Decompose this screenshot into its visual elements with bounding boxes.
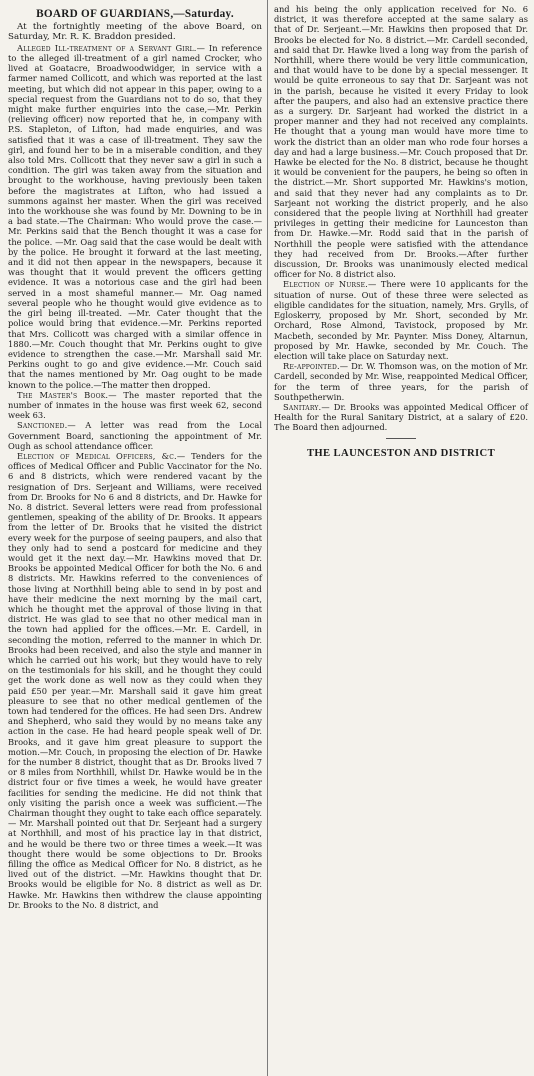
masters-book-text: The master reported that the number of inmates in the house was first week 62, second week 63. bbox=[8, 389, 262, 421]
medical-election-heading: Election of Medical Officers, &c.— bbox=[17, 450, 186, 461]
sanctioned-paragraph bbox=[8, 420, 262, 451]
column-divider bbox=[267, 0, 268, 1076]
left-column bbox=[8, 4, 262, 1076]
section-rule bbox=[386, 438, 416, 439]
right-column bbox=[274, 4, 528, 1076]
sanctioned-heading: Sanctioned.— bbox=[17, 420, 76, 431]
ill-treatment-heading: Alleged Ill-treatment of a Servant Girl.— bbox=[17, 42, 206, 53]
sanitary-heading: Sanitary.— bbox=[283, 401, 330, 412]
reappointed-text: Dr. W. Thomson was, on the motion of Mr. Cardell, seconded by Mr. Wise, reappointed Medical Officer, for the term of three years, for the parish of Southpetherwin. bbox=[274, 361, 528, 402]
article-headline: BOARD OF GUARDIANS,—Saturday. bbox=[36, 8, 234, 20]
medical-election-paragraph bbox=[8, 451, 262, 910]
nurse-election-paragraph bbox=[274, 279, 528, 361]
ill-treatment-paragraph bbox=[8, 43, 262, 390]
sanitary-paragraph bbox=[274, 402, 528, 433]
intro-paragraph: At the fortnightly meeting of the above Board, on Saturday, Mr. R. K. Braddon presided. bbox=[8, 22, 262, 43]
continuation-paragraph: and his being the only application received for No. 6 district, it was therefore accepted at the same salary as that of Dr. Serjeant.—Mr. Hawkins then proposed that Dr. Brooks be elected for No. 8 district.—Mr. Cardell seconded, and said that Dr. Hawke lived a long way from the parish of Northhill, where there would be very little communication, and that would have to be done by a special messenger. It would be quite erroneous to say that Dr. Sarjeant was not in the parish, because he visited it every Friday to look after the paupers, and also had an extensive practice there as a surgery. Dr. Sarjeant had worked the district in a proper manner and they had not received any complaints. He thought that a young man would have more time to work the district than an older man who rode four horses a day and had a large business.—Mr. Couch proposed that Dr. Hawke be elected for the No. 8 district, because he thought it would be convenient for the paupers, he being so often in the district.—Mr. Short supported Mr. Hawkins's motion, and said that they never had any complaints as to Dr. Sarjeant not working the district properly, and he also considered that the people living at Northhill had greater privileges in getting their medicine for Launceston than from Dr. Hawke.—Mr. Rodd said that in the parish of Northhill the people were satisfied with the attendance they had received from Dr. Brooks.—After further discussion, Dr. Brooks was unanimously elected medical officer for No. 8 district also. bbox=[274, 4, 528, 280]
masters-book-heading: The Master's Book.— bbox=[17, 389, 117, 400]
next-article-headline: THE LAUNCESTON AND DISTRICT bbox=[306, 447, 496, 459]
masters-book-paragraph bbox=[8, 390, 262, 421]
reappointed-paragraph bbox=[274, 361, 528, 402]
nurse-election-heading: Election of Nurse.— bbox=[283, 279, 377, 290]
nurse-election-text: There were 10 applicants for the situation of nurse. Out of these three were selected as eligible candidates for the situation, namely, Mrs. Grylls, of Egloskerry, proposed by Mr. Short, seconded by Mr. Orchard, Rose Almond, Tavistock, proposed by Mr. Macbeth, seconded by Mr. Paynter. Miss Doney, Altarnun, proposed by Mr. Hawke, seconded by Mr. Couch. The election will take place on Saturday next. bbox=[274, 279, 529, 361]
ill-treatment-text: In reference to the alleged ill-treatment of a girl named Crocker, who lived at Goatacre, Broadwoodwidger, in service with a farmer named Collicott, and which was reported at the last meeting, but which did not appear in this paper, owing to a special request from the Guardians not to do so, that they might make further enquiries into the case,—Mr. Perkin (relieving officer) now reported that he, in company with P.S. Stapleton, of Lifton, had made enquiries, and was satisfied that it was a case of ill-treatment. They saw the girl, and found her to be in a miserable condition, and they also told Mrs. Collicott that they never saw a girl in such a condition. The girl was taken away from the situation and brought to the workhouse, having previously been taken before the magistrates at Lifton, who had issued a summons against her master. When the girl was received into the workhouse she was found by Mr. Downing to be in a bad state.—The Chairman: Who would prove the case.—Mr. Perkins said that the Bench thought it was a case for the police. —Mr. Oag said that the case would be dealt with by the police. He brought it forward at the last meeting, and it did not then appear in the newspapers, because it was thought that it would prevent the officers getting evidence. It was a notorious case and the girl had been served in a most shameful manner.— Mr. Oag named several people who he thought would give evidence as to the girl being ill-treated. —Mr. Cater thought that the police would bring that evidence.—Mr. Perkins reported that Mrs. Collicott was charged with a similar offence in 1880.—Mr. Couch thought that Mr. Perkins ought to give evidence to strengthen the case.—Mr. Marshall said Mr. Perkins ought to go and give evidence.—Mr. Couch said that the names mentioned by Mr. Oag ought to be made known to the police.—The matter then dropped. bbox=[8, 42, 262, 390]
reappointed-heading: Re-appointed.— bbox=[283, 361, 349, 372]
sanitary-text: Dr. Brooks was appointed Medical Officer of Health for the Rural Sanitary District, at a salary of £20. The Board then adjourned. bbox=[274, 401, 528, 433]
medical-election-text: Tenders for the offices of Medical Officer and Public Vaccinator for the No. 6 and 8 districts, which were rendered vacant by the resignation of Drs. Serjeant and Williams, were received from Dr. Brooks for No 6 and 8 districts, and Dr. Hawke for No. 8 district. Several letters were read from professional gentlemen, speaking of the ability of Dr. Brooks. It appears from the letter of Dr. Brooks that he visited the district every week for the purpose of seeing paupers, and also that they only had to send a postcard for medicine and they would get it the next day.—Mr. Hawkins moved that Dr. Brooks be appointed Medical Officer for both the No. 6 and 8 districts. Mr. Hawkins referred to the conveniences of those living at Northhill being able to send in by post and have their medicine the next morning by the mail cart, which he thought met the approval of those living in that district. He was glad to see that no other medical man in the town had applied for the offices.—Mr. E. Cardell, in seconding the motion, referred to the manner in which Dr. Brooks had been received, and also the style and manner in which he carried out his work; but they would have to rely on the testimonials for his skill, and he thought they could get the work done as well now as they could when they paid £50 per year.—Mr. Marshall said it gave him great pleasure to see that no other medical gentlemen of the town had tendered for the offices. He had seen Drs. Andrew and Shepherd, who said they would by no means take any action in the case. He had heard people speak well of Dr. Brooks, and it gave him great pleasure to support the motion.—Mr. Couch, in proposing the election of Dr. Hawke for the number 8 district, thought that as Dr. Brooks lived 7 or 8 miles from Northhill, whilst Dr. Hawke would be in the district four or five times a week, he would have greater facilities for sending the medicine. He did not think that only visiting the parish once a week was sufficient.—The Chairman thought they ought to take each office separately.— Mr. Marshall pointed out that Dr. Serjeant had a surgery at Northhill, and most of his practice lay in that district, and he would be there two or three times a week.—It was thought there would be some objections to Dr. Brooks filling the office as Medical Officer for No. 8 district, as he lived out of the district. —Mr. Hawkins thought that Dr. Brooks would be eligible for No. 8 district as well as Dr. Hawke. Mr. Hawkins then withdrew the clause appointing Dr. Brooks to the No. 8 district, and bbox=[8, 450, 263, 910]
sanctioned-text: A letter was read from the Local Government Board, sanctioning the appointment of Mr. Ough as school attendance officer. bbox=[8, 420, 262, 451]
